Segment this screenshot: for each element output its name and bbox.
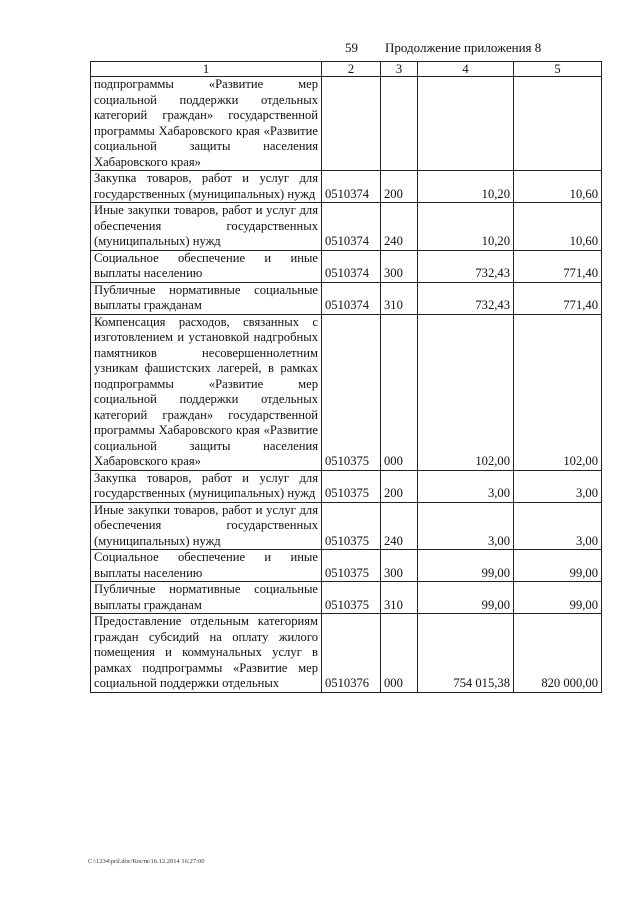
- row-description: Иные закупки товаров, работ и услуг для обеспечения государственных (муниципальных) нужд: [91, 502, 322, 550]
- row-amount-col5: 10,60: [514, 203, 602, 251]
- row-target-code: 0510375: [322, 582, 381, 614]
- row-amount-col4: 3,00: [418, 502, 514, 550]
- row-expense-type: 310: [381, 582, 418, 614]
- row-target-code: 0510374: [322, 250, 381, 282]
- row-target-code: 0510375: [322, 470, 381, 502]
- row-amount-col4: 732,43: [418, 250, 514, 282]
- row-amount-col5: 820 000,00: [514, 614, 602, 693]
- table-row: [91, 582, 602, 614]
- row-expense-type: 200: [381, 470, 418, 502]
- row-target-code: [322, 77, 381, 171]
- table-row: [91, 550, 602, 582]
- row-expense-type: 240: [381, 502, 418, 550]
- row-amount-col5: 10,60: [514, 171, 602, 203]
- row-description: Социальное обеспечение и иные выплаты населению: [91, 250, 322, 282]
- row-amount-col5: 771,40: [514, 282, 602, 314]
- row-target-code: 0510375: [322, 502, 381, 550]
- row-amount-col4: 102,00: [418, 314, 514, 470]
- column-header: 2: [322, 62, 381, 77]
- row-amount-col4: 10,20: [418, 203, 514, 251]
- row-target-code: 0510374: [322, 203, 381, 251]
- column-header: 4: [418, 62, 514, 77]
- row-expense-type: 300: [381, 550, 418, 582]
- row-amount-col4: 3,00: [418, 470, 514, 502]
- row-amount-col4: [418, 77, 514, 171]
- row-expense-type: 300: [381, 250, 418, 282]
- column-header: 5: [514, 62, 602, 77]
- row-expense-type: 200: [381, 171, 418, 203]
- table-row: [91, 250, 602, 282]
- budget-table: [90, 61, 602, 693]
- file-path-footer: C:\1234\pril.doc/Костя/16.12.2014 16:27:00: [88, 858, 205, 865]
- row-description: Компенсация расходов, связанных с изготовлением и установкой надгробных памятников несовершеннолетним узникам фашистских лагерей, в рамках подпрограммы «Развитие мер социальной поддержки отдельных категорий граждан» государственной программы Хабаровского края «Развитие социальной защиты населения Хабаровского края»: [91, 314, 322, 470]
- row-description: Публичные нормативные социальные выплаты гражданам: [91, 282, 322, 314]
- row-amount-col5: 771,40: [514, 250, 602, 282]
- row-amount-col5: [514, 77, 602, 171]
- row-description: Предоставление отдельным категориям граждан субсидий на оплату жилого помещения и коммунальных услуг в рамках подпрограммы «Развитие мер социальной поддержки отдельных: [91, 614, 322, 693]
- row-expense-type: 000: [381, 614, 418, 693]
- table-row: [91, 282, 602, 314]
- table-row: [91, 314, 602, 470]
- row-amount-col4: 754 015,38: [418, 614, 514, 693]
- row-expense-type: 000: [381, 314, 418, 470]
- row-target-code: 0510376: [322, 614, 381, 693]
- row-amount-col5: 102,00: [514, 314, 602, 470]
- row-description: Закупка товаров, работ и услуг для государственных (муниципальных) нужд: [91, 171, 322, 203]
- table-row: [91, 77, 602, 171]
- row-amount-col4: 10,20: [418, 171, 514, 203]
- row-target-code: 0510375: [322, 314, 381, 470]
- row-description: Социальное обеспечение и иные выплаты населению: [91, 550, 322, 582]
- row-amount-col5: 99,00: [514, 550, 602, 582]
- page-number: 59: [345, 40, 358, 55]
- table-header-row: [91, 62, 602, 77]
- row-expense-type: 240: [381, 203, 418, 251]
- table-row: [91, 203, 602, 251]
- row-target-code: 0510374: [322, 171, 381, 203]
- row-target-code: 0510374: [322, 282, 381, 314]
- row-description: Закупка товаров, работ и услуг для государственных (муниципальных) нужд: [91, 470, 322, 502]
- row-description: Публичные нормативные социальные выплаты гражданам: [91, 582, 322, 614]
- table-row: [91, 502, 602, 550]
- page-header: [0, 40, 640, 58]
- row-amount-col4: 732,43: [418, 282, 514, 314]
- row-amount-col4: 99,00: [418, 582, 514, 614]
- column-header: 1: [91, 62, 322, 77]
- row-expense-type: 310: [381, 282, 418, 314]
- continuation-label: Продолжение приложения 8: [385, 40, 542, 55]
- row-amount-col5: 99,00: [514, 582, 602, 614]
- row-description: Иные закупки товаров, работ и услуг для обеспечения государственных (муниципальных) нужд: [91, 203, 322, 251]
- row-amount-col4: 99,00: [418, 550, 514, 582]
- table-row: [91, 171, 602, 203]
- table-row: [91, 470, 602, 502]
- row-amount-col5: 3,00: [514, 470, 602, 502]
- row-description: подпрограммы «Развитие мер социальной поддержки отдельных категорий граждан» государственной программы Хабаровского края «Развитие социальной защиты населения Хабаровского края»: [91, 77, 322, 171]
- row-expense-type: [381, 77, 418, 171]
- column-header: 3: [381, 62, 418, 77]
- table-row: [91, 614, 602, 693]
- row-target-code: 0510375: [322, 550, 381, 582]
- row-amount-col5: 3,00: [514, 502, 602, 550]
